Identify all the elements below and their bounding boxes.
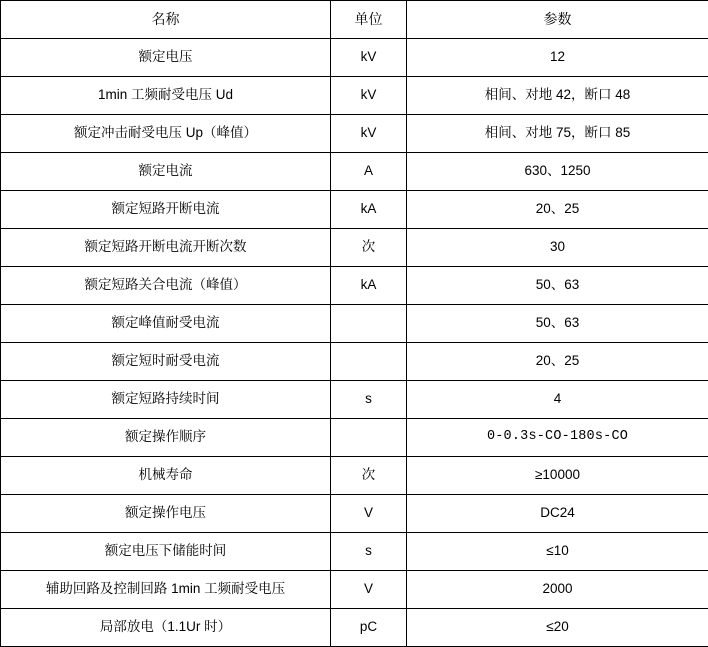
table-row bbox=[1, 457, 708, 495]
cell-param: ≤10 bbox=[407, 533, 708, 571]
cell-unit: 次 bbox=[331, 457, 407, 495]
cell-name: 局部放电（1.1Ur 时） bbox=[1, 609, 331, 647]
cell-name: 1min 工频耐受电压 Ud bbox=[1, 77, 331, 115]
table-header-row bbox=[1, 1, 708, 39]
column-header-name: 名称 bbox=[1, 1, 331, 39]
cell-name: 额定短路开断电流开断次数 bbox=[1, 229, 331, 267]
table-row bbox=[1, 533, 708, 571]
cell-param: 相间、对地 75，断口 85 bbox=[407, 115, 708, 153]
table-row bbox=[1, 343, 708, 381]
table-row bbox=[1, 153, 708, 191]
cell-param: 4 bbox=[407, 381, 708, 419]
cell-name: 额定操作顺序 bbox=[1, 419, 331, 457]
column-header-unit: 单位 bbox=[331, 1, 407, 39]
table-row bbox=[1, 115, 708, 153]
cell-param: 2000 bbox=[407, 571, 708, 609]
table-row bbox=[1, 191, 708, 229]
cell-name: 额定短路持续时间 bbox=[1, 381, 331, 419]
cell-name: 额定操作电压 bbox=[1, 495, 331, 533]
cell-param: 相间、对地 42，断口 48 bbox=[407, 77, 708, 115]
cell-param: DC24 bbox=[407, 495, 708, 533]
cell-unit: pC bbox=[331, 609, 407, 647]
cell-param: 50、63 bbox=[407, 267, 708, 305]
cell-unit bbox=[331, 343, 407, 381]
table-body bbox=[1, 1, 708, 647]
cell-unit bbox=[331, 305, 407, 343]
cell-name: 额定电流 bbox=[1, 153, 331, 191]
table-row bbox=[1, 305, 708, 343]
cell-param: ≤20 bbox=[407, 609, 708, 647]
table-row bbox=[1, 39, 708, 77]
cell-name: 机械寿命 bbox=[1, 457, 331, 495]
table-row bbox=[1, 229, 708, 267]
table-row bbox=[1, 419, 708, 457]
cell-name: 额定电压 bbox=[1, 39, 331, 77]
cell-unit: kV bbox=[331, 115, 407, 153]
cell-param: 30 bbox=[407, 229, 708, 267]
cell-unit: V bbox=[331, 571, 407, 609]
cell-param: 630、1250 bbox=[407, 153, 708, 191]
cell-param: 50、63 bbox=[407, 305, 708, 343]
cell-unit: A bbox=[331, 153, 407, 191]
table-row bbox=[1, 609, 708, 647]
table-row bbox=[1, 495, 708, 533]
cell-name: 额定短路关合电流（峰值） bbox=[1, 267, 331, 305]
cell-unit: kV bbox=[331, 39, 407, 77]
table-row bbox=[1, 571, 708, 609]
cell-name: 额定冲击耐受电压 Up（峰值） bbox=[1, 115, 331, 153]
cell-param: 20、25 bbox=[407, 343, 708, 381]
table-row bbox=[1, 77, 708, 115]
cell-name: 额定短时耐受电流 bbox=[1, 343, 331, 381]
cell-param: 12 bbox=[407, 39, 708, 77]
cell-param: 0-0.3s-CO-180s-CO bbox=[407, 419, 708, 457]
cell-unit: kV bbox=[331, 77, 407, 115]
cell-unit: s bbox=[331, 533, 407, 571]
cell-unit: kA bbox=[331, 267, 407, 305]
cell-param: 20、25 bbox=[407, 191, 708, 229]
cell-unit bbox=[331, 419, 407, 457]
column-header-param: 参数 bbox=[407, 1, 708, 39]
cell-name: 辅助回路及控制回路 1min 工频耐受电压 bbox=[1, 571, 331, 609]
cell-name: 额定短路开断电流 bbox=[1, 191, 331, 229]
cell-unit: V bbox=[331, 495, 407, 533]
table-row bbox=[1, 267, 708, 305]
cell-name: 额定电压下储能时间 bbox=[1, 533, 331, 571]
cell-name: 额定峰值耐受电流 bbox=[1, 305, 331, 343]
cell-unit: s bbox=[331, 381, 407, 419]
cell-unit: kA bbox=[331, 191, 407, 229]
cell-param: ≥10000 bbox=[407, 457, 708, 495]
cell-unit: 次 bbox=[331, 229, 407, 267]
table-row bbox=[1, 381, 708, 419]
